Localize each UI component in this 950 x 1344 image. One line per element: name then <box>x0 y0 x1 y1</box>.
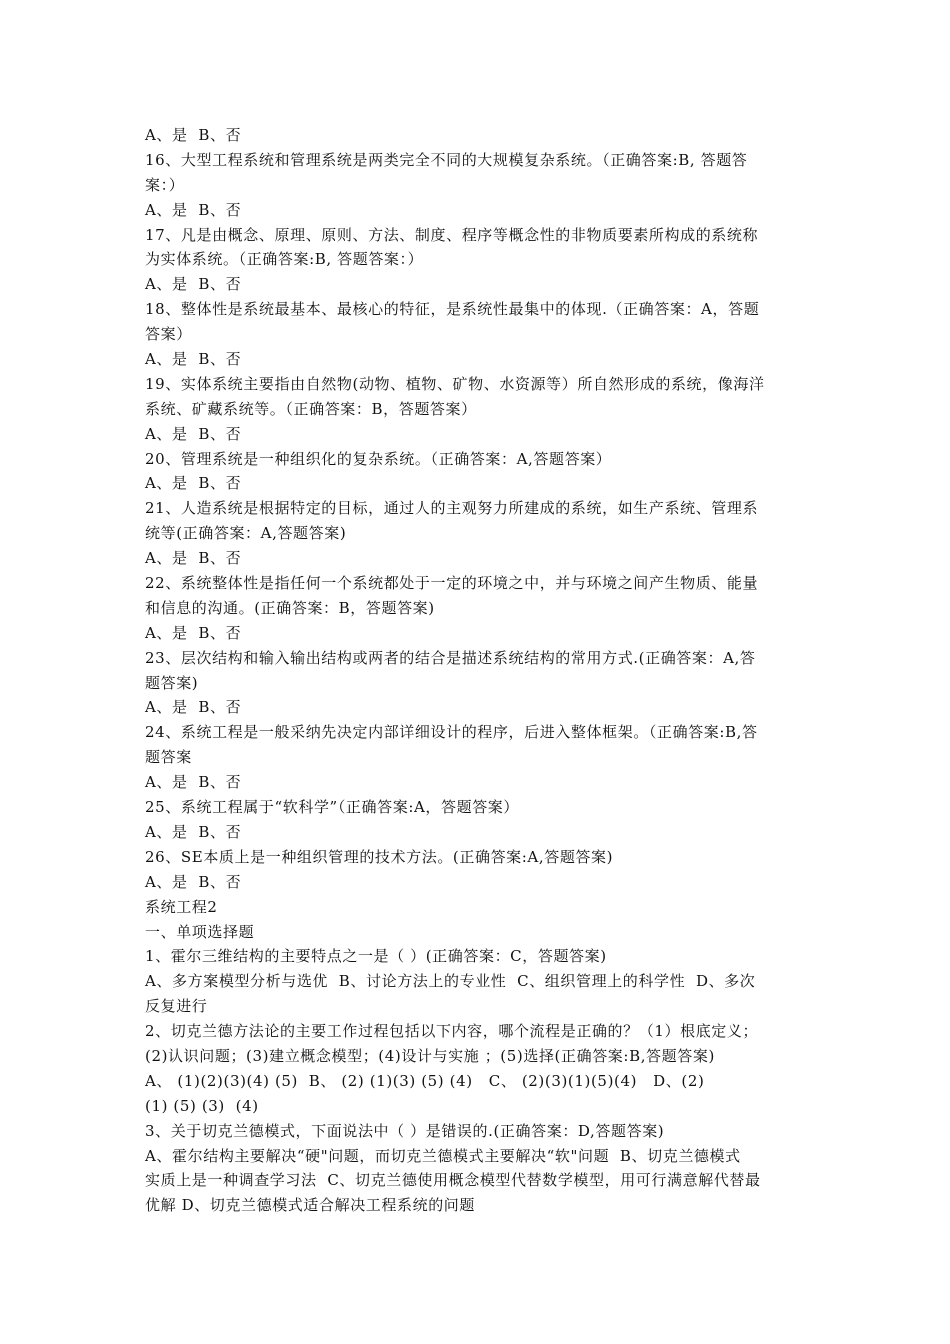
text-line: A、是 B、否 <box>145 822 242 841</box>
text-line: 19、实体系统主要指由自然物(动物、植物、矿物、水资源等）所自然形成的系统，像海洋 <box>145 374 765 393</box>
text-line: 系统、矿藏系统等。（正确答案：B，答题答案） <box>145 399 477 418</box>
text-line: A、霍尔结构主要解决“硬"问题，而切克兰德模式主要解决“软"问题 B、切克兰德模式 <box>145 1146 741 1165</box>
text-line: A、是 B、否 <box>145 549 242 568</box>
document-page <box>145 123 810 1218</box>
text-line: (1) (5) (3) (4) <box>145 1096 259 1115</box>
text-line: 2、切克兰德方法论的主要工作过程包括以下内容，哪个流程是正确的？（1）根底定义； <box>145 1022 759 1041</box>
text-line: (2)认识问题；(3)建立概念模型；(4)设计与实施 ；(5)选择(正确答案:B,答题答案) <box>145 1046 715 1065</box>
section-title: 系统工程2 <box>145 897 218 916</box>
text-line: 17、凡是由概念、原理、原则、方法、制度、程序等概念性的非物质要素所构成的系统称 <box>145 225 759 244</box>
text-line: 题答案) <box>145 673 199 692</box>
text-line: A、是 B、否 <box>145 623 242 642</box>
text-line: 25、系统工程属于“软科学”（正确答案:A，答题答案） <box>145 798 520 817</box>
text-line: 16、大型工程系统和管理系统是两类完全不同的大规模复杂系统。（正确答案:B, 答题答 <box>145 150 748 169</box>
text-line: 1、霍尔三维结构的主要特点之一是（ ）(正确答案：C，答题答案) <box>145 947 607 966</box>
text-line: A、是 B、否 <box>145 698 242 717</box>
text-line: A、是 B、否 <box>145 200 242 219</box>
text-line: 24、系统工程是一般采纳先决定内部详细设计的程序，后进入整体框架。（正确答案:B,答 <box>145 723 758 742</box>
text-line: A、是 B、否 <box>145 872 242 891</box>
text-line: A、是 B、否 <box>145 773 242 792</box>
text-line: A、是 B、否 <box>145 474 242 493</box>
text-line: 23、层次结构和输入输出结构或两者的结合是描述系统结构的常用方式.(正确答案：A,答 <box>145 648 756 667</box>
text-line: 案：） <box>145 175 185 194</box>
section-heading: 一、单项选择题 <box>145 922 255 941</box>
text-line: 优解 D、切克兰德模式适合解决工程系统的问题 <box>145 1196 475 1215</box>
text-line: 答案） <box>145 325 192 344</box>
text-line: 26、SE本质上是一种组织管理的技术方法。(正确答案:A,答题答案) <box>145 847 614 866</box>
text-line: A、 (1)(2)(3)(4) (5) B、 (2) (1)(3) (5) (4) C、 (2)(3)(1)(5)(4) D、(2) <box>145 1071 705 1090</box>
text-line: 题答案 <box>145 748 192 767</box>
text-line: 3、关于切克兰德模式，下面说法中（ ）是错误的.(正确答案：D,答题答案) <box>145 1121 665 1140</box>
text-line: A、多方案模型分析与选优 B、讨论方法上的专业性 C、组织管理上的科学性 D、多次 <box>145 972 756 991</box>
text-line: 为实体系统。（正确答案:B, 答题答案：） <box>145 250 424 269</box>
text-line: A、是 B、否 <box>145 275 242 294</box>
text-line: A、是 B、否 <box>145 350 242 369</box>
text-line: A、是 B、否 <box>145 126 242 144</box>
text-line: 22、系统整体性是指任何一个系统都处于一定的环境之中，并与环境之间产生物质、能量 <box>145 574 759 593</box>
text-line: 和信息的沟通。(正确答案：B，答题答案) <box>145 598 435 617</box>
text-line: A、是 B、否 <box>145 424 242 443</box>
text-line: 21、人造系统是根据特定的目标，通过人的主观努力所建成的系统，如生产系统、管理系 <box>145 499 759 518</box>
text-line: 18、整体性是系统最基本、最核心的特征，是系统性最集中的体现.（正确答案：A，答题 <box>145 300 760 319</box>
text-line: 反复进行 <box>145 997 208 1016</box>
text-line: 实质上是一种调查学习法 C、切克兰德使用概念模型代替数学模型，用可行满意解代替最 <box>145 1171 761 1190</box>
text-line: 统等(正确答案：A,答题答案) <box>145 524 347 543</box>
text-line: 20、管理系统是一种组织化的复杂系统。（正确答案：A,答题答案） <box>145 449 612 468</box>
